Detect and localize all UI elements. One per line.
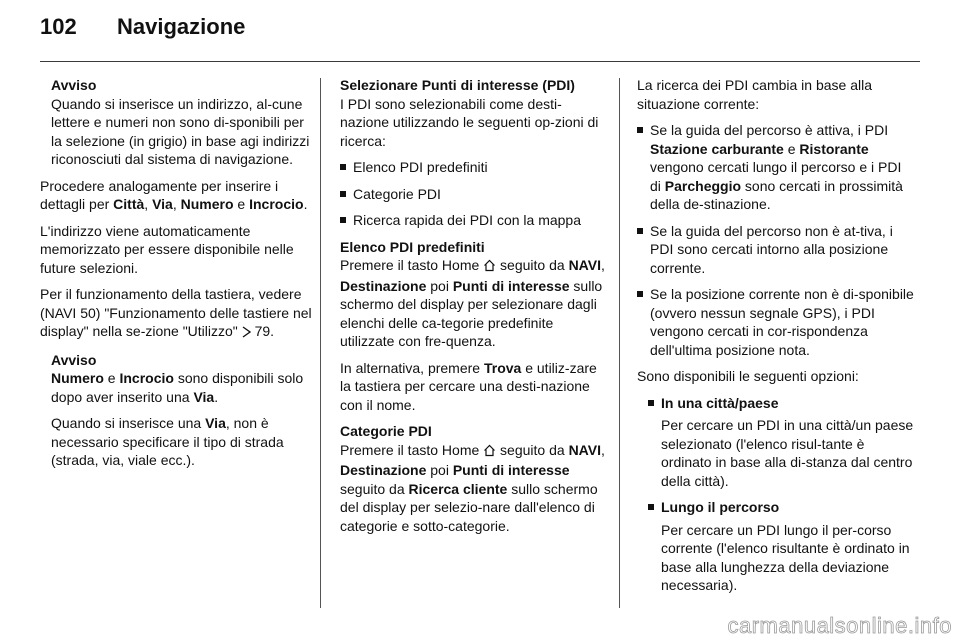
note-box-2 [51,351,312,470]
page-reference-icon [242,324,251,343]
column-3 [637,76,915,603]
note-box-1 [51,76,312,169]
option-title: Lungo il percorso [661,499,780,515]
note-text: Quando si inserisce un indirizzo, al-cune lettere e numeri non sono di-sponibili per la selezione (in grigio) in base agi indirizzi riconosciuti dal sistema di navigazione. [51,95,310,167]
option-item [648,498,915,595]
option-item [648,394,915,491]
note-title: Avviso [51,351,97,368]
section-text: Premere il tasto Home seguito da NAVI, Destinazione poi Punti di interesse sullo schermo del display per selezionare dagli elenchi delle ca-tegorie predefinite utilizzate con fre-quenza. [340,257,605,349]
paragraph-address-details: Procedere analogamente per inserire i dettagli per Città, Via, Numero e Incrocio. [40,177,308,212]
section-text: Premere il tasto Home seguito da NAVI, Destinazione poi Punti di interesse seguito da Ricerca cliente sullo schermo del display per selezio-nare dall'elenco di categorie e sotto-categorie. [340,441,605,534]
list-item: Se la guida del percorso non è at-tiva, i PDI sono cercati intorno alla posizione corrente. [637,222,915,278]
column-2 [340,76,608,543]
list-item: Se la posizione corrente non è di-sponibile (ovvero nessun segnale GPS), i PDI vengono cercati in cor-rispondenza dell'ultima posizione nota. [637,285,915,359]
paragraph-keyboard: Per il funzionamento della tastiera, vedere (NAVI 50) "Funzionamento delle tastiere nel display" nella se-zione "Utilizzo" 79. [40,285,312,343]
section-text: La ricerca dei PDI cambia in base alla situazione corrente: [637,77,873,112]
section-text: Sono disponibili le seguenti opzioni: [637,368,859,384]
bullet-icon [340,191,346,197]
note-title: Avviso [51,77,97,93]
paragraph-memorized: L'indirizzo viene automaticamente memorizzato per essere disponibile nelle future selezioni. [40,222,294,276]
bullet-icon [637,228,643,234]
bullet-icon [637,127,643,133]
home-icon [483,258,496,277]
section-heading: Selezionare Punti di interesse (PDI) [340,77,575,93]
section-text: In alternativa, premere Trova e utiliz-zare la tastiera per cercare una desti-nazione con il nome. [340,359,597,413]
note-text: Numero e Incrocio sono disponibili solo dopo aver inserito una Via. [51,370,304,405]
bullet-icon [637,291,643,297]
list-item: Se la guida del percorso è attiva, i PDI Stazione carburante e Ristorante vengono cercati lungo il percorso e i PDI di Parcheggio sono cercati in prossimità della de-stinazione. [637,121,915,214]
bullet-icon [340,164,346,170]
option-text: Per cercare un PDI in una città/un paese selezionato (l'elenco risul-tante è ordinato in base alla di-stanza dal centro della città). [661,417,914,489]
page-title: Navigazione [117,14,246,39]
watermark: carmanualsonline.info [727,613,952,638]
column-1 [40,76,312,478]
section-heading: Categorie PDI [340,423,432,439]
page-reference-link[interactable]: 79. [254,323,275,339]
column-divider [320,78,321,608]
column-divider [619,78,620,608]
section-text: I PDI sono selezionabili come desti-nazione utilizzando le seguenti op-zioni di ricerca: [340,95,599,149]
option-title: In una città/paese [661,394,779,411]
option-text: Per cercare un PDI lungo il per-corso corrente (l'elenco risultante è ordinato in base alla lunghezza della deviazione necessaria). [661,521,910,593]
list-item: Elenco PDI predefiniti [340,158,608,177]
list-item: Ricerca rapida dei PDI con la mappa [340,211,608,230]
page-number: 102 [40,14,77,39]
home-icon [483,443,496,462]
bullet-icon [648,400,654,406]
bullet-icon [648,504,654,510]
note-text: Quando si inserisce una Via, non è necessario specificare il tipo di strada (strada, via, viale ecc.). [51,415,284,468]
header-divider [40,61,920,62]
list-item: Categorie PDI [340,185,608,204]
section-heading: Elenco PDI predefiniti [340,238,485,255]
bullet-icon [340,217,346,223]
